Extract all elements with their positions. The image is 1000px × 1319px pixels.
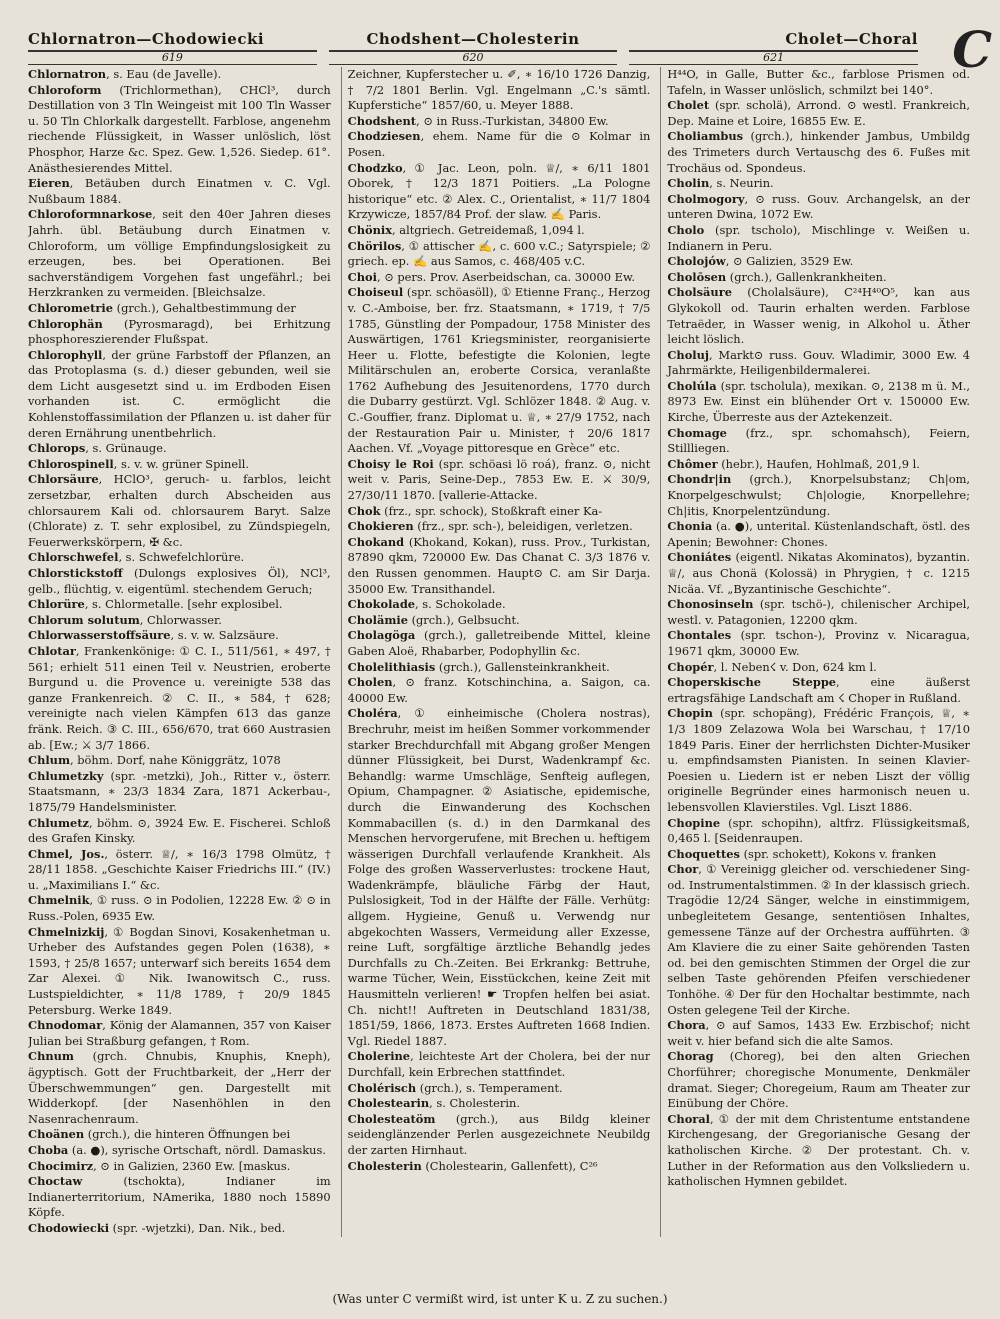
dictionary-entry [28, 893, 331, 924]
dictionary-entry [28, 207, 331, 301]
dictionary-entry [28, 566, 331, 597]
entry-headword: Chloroformnarkose [28, 207, 153, 222]
entry-text: (spr. tschon-), Provinz v. Nicaragua, 19671 qkm, 30000 Ew. [667, 628, 971, 658]
columns [28, 67, 970, 1237]
entry-text: (grch.), Gehaltbestimmung der [113, 300, 296, 315]
dictionary-entry [28, 1049, 331, 1127]
entry-text: (grch.), Gelbsucht. [407, 612, 520, 627]
entry-text: , s. Cholesterin. [429, 1096, 520, 1111]
entry-text: , ① einheimische (Cholera nostras), Brechruhr, meist im heißen Sommer vorkommender starker Brechdurchfall mit Abgang großer Mengen dünner Flüssigkeit, bei Durst, Wadenkrampf &c. Behandlg: warme Umschläge, Senfteig auflegen, Opium, Champagner. ② Asiatische, epidemische, durch die Einwanderung des Kochschen Kommabacillen (s. d.) in den Darmkanal des Menschen hervorgerufene, mit Brechen u. heftigem wässerigen Durchfall verlaufende Krankheit. Als Folge des großen Wasserverlustes: trockene Haut, Wadenkrämpfe, bläuliche Färbg der Haut, Pulslosigkeit, Tod in der Hälfte der Fälle. Verhütg: allgem. Hygieine, Genuß u. Verwendg nur abgekochten Wassers, Vermeidung aller Exzesse, reine Luft, sorgfältige ärztliche Behandlg jedes Durchfalls zu Ch.-Zeiten. Bei Erkrankg: Bettruhe, warme Tücher, Wein, Eisstückchen, keine Zeit mit Hausmitteln verlieren! ☛ Tropfen helfen bei asiat. Ch. nicht!! Auftreten in Deutschland 1831/38, 1851/59, 1866, 1873. Erstes Auftreten 1668 Indien. Vgl. Riedel 1887. [347, 706, 651, 1048]
page-number-right: 621 [629, 50, 918, 65]
entry-text: , ① der mit dem Christentume entstandene Kirchengesang, der Gregorianische Gesang der katholischen Kirche. ② Der protestant. Ch. v. Luther in der Reformation aus den Volksliedern u. katholischen Hymnen gebildet. [667, 1111, 971, 1189]
entry-text: , l. Neben☇ v. Don, 624 km l. [713, 659, 877, 674]
entry-headword: Chondr|in [667, 472, 732, 487]
page-number-left: 619 [28, 50, 317, 65]
dictionary-entry [348, 129, 651, 160]
entry-text: , s. v. w. grüner Spinell. [113, 456, 249, 471]
dictionary-entry [667, 660, 970, 676]
dictionary-entry [28, 1174, 331, 1221]
entry-headword: Chor [667, 862, 699, 877]
entry-text: , s. Eau (de Javelle). [106, 67, 222, 81]
entry-headword: Chlumetzky [28, 768, 104, 783]
dictionary-entry [28, 176, 331, 207]
entry-headword: Chopin [667, 706, 713, 721]
dictionary-entry [667, 270, 970, 286]
entry-headword: Cholmogory [667, 191, 745, 206]
entry-text: (hebr.), Haufen, Hohlmaß, 201,9 l. [717, 456, 920, 471]
dictionary-entry [348, 161, 651, 223]
dictionary-entry [28, 597, 331, 613]
dictionary-entry [667, 847, 970, 863]
entry-headword: Cholo [667, 222, 705, 237]
running-headers [28, 30, 970, 48]
dictionary-entry [28, 925, 331, 1019]
entry-text: , böhm. Dorf, nahe Königgrätz, 1078 [70, 753, 281, 768]
header-middle: Chodshent—Cholesterin [366, 30, 580, 48]
entry-text: (spr. -wjetzki), Dan. Nik., bed. [109, 1220, 286, 1235]
dictionary-entry [667, 176, 970, 192]
entry-text: , s. Chlormetalle. [sehr explosibel. [84, 597, 283, 612]
dictionary-entry [28, 317, 331, 348]
dictionary-entry [348, 706, 651, 1049]
entry-text: , Chlorwasser. [139, 612, 222, 627]
dictionary-entry [667, 67, 970, 98]
entry-text: (grch.), s. Temperament. [416, 1080, 563, 1095]
entry-text: , ehem. Name für die ⊙ Kolmar in Posen. [347, 129, 651, 159]
dictionary-entry [667, 457, 970, 473]
entry-headword: Choniátes [667, 550, 732, 565]
entry-text: (Trichlormethan), CHCl³, durch Destillation von 3 Tln Weingeist mit 100 Tln Wasser u. 50 Tln Chlorkalk dargestellt. Farblose, angenehm riechende Flüssigkeit, in Wasser unlöslich, löst Phosphor, Harze &c. Spez. Gew. 1,526. Siedep. 61°. Anästhesierendes Mittel. [28, 82, 331, 175]
entry-text: , leichteste Art der Cholera, bei der nur Durchfall, kein Erbrechen stattfindet. [347, 1049, 651, 1079]
dictionary-entry [28, 753, 331, 769]
header-right: Cholet—Choral [785, 30, 919, 48]
entry-text: (spr. tscholo), Mischlinge v. Weißen u. Indianern in Peru. [667, 222, 971, 253]
dictionary-entry [28, 67, 331, 83]
dictionary-entry [667, 706, 970, 815]
entry-text: , s. Grünauge. [85, 441, 167, 456]
entry-text: (frz., spr. schomahsch), Feiern, Stillliegen. [667, 425, 971, 456]
entry-headword: Chodziesen [347, 129, 421, 144]
entry-headword: Chopine [667, 815, 721, 830]
entry-headword: Chlorschwefel [28, 550, 119, 565]
dictionary-entry [28, 457, 331, 473]
entry-headword: Choluj [667, 347, 710, 362]
entry-text: (grch.), galletreibende Mittel, kleine Gaben Aloë, Rhabarber, Podophyllin &c. [347, 628, 651, 658]
dictionary-entry [348, 1096, 651, 1112]
entry-headword: Choisy le Roi [347, 456, 434, 471]
entry-text: (Dulongs explosives Öl), NCl³, gelb., flüchtig, v. eigentüml. stechendem Geruch; [28, 566, 331, 596]
entry-text: (spr. schöasöll), ① Etienne Franç., Herzog v. C.-Amboise, ber. frz. Staatsmann, ∗ 1719, † 7/5 1785, Günstling der Pompadour, 1758 Minister des Auswärtigen, 1761 Kriegsminister, reorganisierte Heer u. Flotte, befestigte die Kolonien, legte Militärschulen an, eroberte Corsica, veranlaßte 1762 Aufhebung des Jesuitenordens, 1770 durch die Dubarry gestürzt. Vgl. Schlözer 1848. ② Aug. v. C.-Gouffier, franz. Diplomat u. ♕, ∗ 27/9 1752, nach der Restauration Pair u. Minister, † 20/6 1817 Aachen. Vf. „Voyage pittoresque en Grèce“ etc. [347, 285, 651, 456]
entry-headword: Chnum [28, 1049, 74, 1064]
entry-text: (frz., spr. sch-), beleidigen, verletzen. [413, 519, 633, 534]
dictionary-entry [348, 1049, 651, 1080]
entry-text: (tschokta), Indianer im Indianerterritorium, NAmerika, 1880 noch 15890 Köpfe. [28, 1174, 331, 1220]
entry-text: , seit den 40er Jahren dieses Jahrh. übl. Betäubung durch Einatmen v. Chloroform, um völlige Empfindungslosigkeit zu erzeugen, bes. bei Operationen. Bei sachverständigem Vorgehen fast ungefährl.; bei Herzkranken zu vermeiden. [Bleichsalze. [28, 207, 331, 300]
entry-headword: Chlorops [28, 441, 86, 456]
entry-headword: Cholérisch [347, 1080, 417, 1095]
column-right [660, 67, 970, 1237]
entry-headword: Chmelnik [28, 893, 90, 908]
entry-headword: Chönix [347, 222, 393, 237]
entry-text: , ① russ. ⊙ in Podolien, 12228 Ew. ② ⊙ in Russ.-Polen, 6935 Ew. [28, 893, 331, 924]
entry-headword: Choliambus [667, 129, 744, 144]
entry-headword: Chomage [667, 425, 727, 440]
entry-headword: Cholojów [667, 254, 726, 269]
entry-text: , Markt⊙ russ. Gouv. Wladimir, 3000 Ew. 4 Jahrmärkte, Heiligenbildermalerei. [667, 347, 971, 378]
entry-headword: Chlumetz [28, 815, 89, 830]
entry-headword: Chmel, Jos. [28, 846, 105, 861]
entry-headword: Chlum [28, 753, 71, 768]
dictionary-entry [28, 1018, 331, 1049]
entry-headword: Cholerine [347, 1049, 411, 1064]
thumb-index-letter: C [952, 20, 992, 79]
entry-headword: Chodowiecki [28, 1220, 110, 1235]
entry-headword: Chocimirz [28, 1158, 94, 1173]
dictionary-entry [667, 597, 970, 628]
dictionary-entry [667, 550, 970, 597]
dictionary-entry [28, 816, 331, 847]
entry-headword: Chorag [667, 1049, 714, 1064]
entry-text: (spr. schokett), Kokons v. franken [739, 846, 937, 861]
entry-headword: Cholesteatöm [347, 1111, 436, 1126]
dictionary-entry [667, 628, 970, 659]
entry-headword: Eieren [28, 176, 70, 191]
entry-headword: Cholin [667, 176, 710, 191]
entry-headword: Cholōsen [667, 269, 727, 284]
entry-text: , ① Bogdan Sinovi, Kosakenhetman u. Urheber des Aufstandes gegen Polen (1638), ∗ 1593, † 25/8 1657; unterwarf sich bereits 1654 dem Zar Alexei. ① Nik. Iwanowitsch C., russ. Lustspieldichter, ∗ 11/8 1789, † 20/9 1845 Petersburg. Werke 1849. [28, 924, 331, 1017]
entry-text: (eigentl. Nikatas Akominatos), byzantin. ♕/, aus Chonä (Kolossä) in Phrygien, † c. 1215 Nicäa. Vf. „Byzantinische Geschichte“. [667, 550, 971, 596]
entry-text: , ⊙ franz. Kotschinchina, a. Saigon, ca. 40000 Ew. [347, 675, 651, 705]
dictionary-entry [348, 597, 651, 613]
dictionary-entry [348, 239, 651, 270]
entry-headword: Cholsäure [667, 285, 732, 300]
dictionary-entry [28, 847, 331, 894]
dictionary-entry [667, 285, 970, 347]
dictionary-entry [348, 1159, 651, 1175]
dictionary-entry [667, 816, 970, 847]
entry-text: (grch.), die hinteren Öffnungen bei [84, 1127, 291, 1142]
entry-headword: Cholelithiasis [347, 659, 436, 674]
entry-headword: Chômer [667, 456, 718, 471]
dictionary-entry [28, 301, 331, 317]
entry-text: (Pyrosmaragd), bei Erhitzung phosphoreszierender Flußspat. [28, 316, 331, 347]
dictionary-entry [348, 114, 651, 130]
entry-text: , ⊙ russ. Gouv. Archangelsk, an der unteren Dwina, 1072 Ew. [667, 191, 971, 222]
dictionary-entry [667, 1049, 970, 1111]
entry-headword: Choral [667, 1111, 710, 1126]
entry-text: (grch.), Gallensteinkrankheit. [435, 659, 610, 674]
dictionary-entry [348, 1112, 651, 1159]
dictionary-entry [348, 67, 651, 114]
entry-headword: Cholesterin [347, 1158, 422, 1173]
dictionary-entry [28, 83, 331, 177]
entry-text: (grch.), Gallenkrankheiten. [726, 269, 887, 284]
entry-headword: Chörilos [347, 238, 402, 253]
dictionary-entry [348, 675, 651, 706]
entry-text: (a. ●), unterital. Küstenlandschaft, östl. des Apenin; Bewohner: Chones. [667, 519, 971, 549]
entry-text: (grch.), Knorpelsubstanz; Ch|om, Knorpelgeschwulst; Ch|ologie, Knorpellehre; Ch|itis, Knorpelentzündung. [667, 472, 971, 518]
entry-headword: Cholämie [347, 612, 408, 627]
entry-headword: Chlornatron [28, 67, 107, 81]
entry-text: , s. Schwefelchlorüre. [118, 550, 245, 565]
entry-headword: Cholen [347, 675, 393, 690]
entry-headword: Chlorophän [28, 316, 103, 331]
dictionary-entry [667, 519, 970, 550]
entry-text: (spr. schopihn), altfrz. Flüssigkeitsmaß, 0,465 l. [Seidenraupen. [667, 815, 971, 846]
entry-text: (spr. schopäng), Frédéric François, ♕, ∗ 1/3 1809 Zelazowa Wola bei Warschau, † 17/10 1849 Paris. Einer der herrlichsten Dichter-Musiker u. empfindsamsten Pianisten. In seinen Klavier-Poesien u. Liedern ist er neben Liszt der völlig originelle Begründer eines harmonisch neuen u. lebensvollen Klavierstiles. Vgl. Liszt 1886. [667, 706, 971, 814]
entry-text: , ① attischer ✍, c. 600 v.C.; Satyrspiele; ② griech. ep. ✍ aus Samos, c. 468/405 v.C. [347, 238, 651, 269]
entry-text: , Frankenkönige: ① C. I., 511/561, ∗ 497, † 561; erhielt 511 einen Teil v. Neustrien, eroberte Burgund u. die Provence u. vereinigte 538 das ganze Frankenreich. ② C. II., ∗ 584, † 628; vereinigte nach vielen Kämpfen 613 das ganze fränk. Reich. ③ C. III., 656/670, trat 660 Austrasien ab. [Ew.; ⚔ 3/7 1866. [28, 643, 331, 752]
dictionary-entry [28, 628, 331, 644]
entry-text: , Betäuben durch Einatmen v. C. Vgl. Nußbaum 1884. [28, 176, 331, 206]
header-left: Chlornatron—Chodowiecki [28, 30, 265, 48]
entry-text: (grch.), hinkender Jambus, Umbildg des Trimeters durch Vertauschg des 6. Fußes mit Trochäus od. Spondeus. [667, 129, 971, 175]
entry-text: , böhm. ⊙, 3924 Ew. E. Fischerei. Schloß des Grafen Kinsky. [28, 815, 331, 846]
entry-headword: Chlotar [28, 643, 76, 658]
entry-text: (grch. Chnubis, Knuphis, Kneph), ägyptisch. Gott der Fruchtbarkeit, der „Herr der Überschwemmungen“ gen. Dargestellt mit Widderkopf. [der Nasenhöhlen in den Nasenrachenraum. [28, 1049, 331, 1126]
entry-text: (grch.), aus Bildg kleiner seidenglänzender Perlen ausgezeichnete Neubildg der zarten Hirnhaut. [347, 1111, 651, 1157]
entry-headword: Choctaw [28, 1174, 83, 1189]
entry-headword: Chlorwasserstoffsäure [28, 628, 171, 643]
entry-headword: Chontales [667, 628, 732, 643]
entry-headword: Chodzko [347, 160, 403, 175]
dictionary-entry [28, 472, 331, 550]
entry-text: (spr. -metzki), Joh., Ritter v., österr. Staatsmann, ∗ 23/3 1834 Zara, 1871 Ackerbau-, 1875/79 Handelsminister. [28, 768, 331, 814]
dictionary-entry [348, 519, 651, 535]
entry-text: (Choreg), bei den alten Griechen Chorführer; choregische Monumente, Denkmäler dramat. Sieger; Choregeium, Raum am Theater zur Einübung der Chöre. [667, 1049, 971, 1111]
page-number-bar [28, 50, 970, 65]
entry-text: , altgriech. Getreidemaß, 1,094 l. [392, 222, 585, 237]
entry-text: , König der Alamannen, 357 von Kaiser Julian bei Straßburg gefangen, † Rom. [28, 1018, 331, 1048]
footer-note: (Was unter C vermißt wird, ist unter K u. Z zu suchen.) [332, 1292, 668, 1306]
entry-text: , ⊙ Galizien, 3529 Ew. [725, 254, 854, 269]
entry-headword: Cholestearin [347, 1096, 430, 1111]
dictionary-entry [348, 535, 651, 597]
dictionary-entry [667, 223, 970, 254]
entry-text: H⁴⁴O, in Galle, Butter &c., farblose Prismen od. Tafeln, in Wasser unlöslich, schmilzt bei 140°. [667, 67, 971, 97]
entry-headword: Choperskische Steppe [667, 675, 837, 690]
dictionary-entry [28, 1127, 331, 1143]
dictionary-entry [667, 254, 970, 270]
entry-text: (frz., spr. schock), Stoßkraft einer Ka- [380, 503, 603, 518]
dictionary-entry [28, 348, 331, 442]
dictionary-entry [348, 285, 651, 457]
entry-headword: Choi [347, 269, 377, 284]
dictionary-entry [667, 379, 970, 426]
dictionary-entry [348, 660, 651, 676]
entry-headword: Chlorometrie [28, 300, 114, 315]
dictionary-entry [667, 426, 970, 457]
dictionary-entry [28, 644, 331, 753]
entry-headword: Chokolade [347, 597, 416, 612]
entry-text: , österr. ♕/, ∗ 16/3 1798 Olmütz, † 28/11 1858. „Geschichte Kaiser Friedrichs III.“ (IV.) u. „Maximilians I.“ &c. [28, 846, 331, 892]
entry-headword: Cholagöga [347, 628, 416, 643]
column-middle [341, 67, 651, 1237]
dictionary-entry [667, 129, 970, 176]
dictionary-entry [28, 550, 331, 566]
dictionary-entry [28, 441, 331, 457]
dictionary-entry [28, 1143, 331, 1159]
entry-headword: Chonia [667, 519, 713, 534]
entry-text: (Khokand, Kokan), russ. Prov., Turkistan, 87890 qkm, 720000 Ew. Das Chanat C. 3/3 1876 v. den Russen genommen. Haupt⊙ C. am Sir Darja. 35000 Ew. Transithandel. [347, 534, 651, 596]
entry-text: (Cholalsäure), C²⁴H⁴⁰O⁵, kan aus Glykokoll od. Taurin erhalten werden. Farblose Tetraëder, in Wasser wenig, in Alkohol u. Äther leicht löslich. [667, 285, 971, 347]
dictionary-entry [667, 862, 970, 1018]
entry-text: , s. Neurin. [709, 176, 774, 191]
entry-headword: Chodshent [347, 113, 417, 128]
dictionary-entry [348, 504, 651, 520]
entry-text: , ⊙ in Russ.-Turkistan, 34800 Ew. [416, 113, 609, 128]
entry-headword: Chopér [667, 659, 714, 674]
entry-text: , eine äußerst ertragsfähige Landschaft am ☇ Choper in Rußland. [667, 675, 971, 705]
dictionary-entry [667, 472, 970, 519]
dictionary-entry [348, 457, 651, 504]
dictionary-entry [348, 1081, 651, 1097]
dictionary-entry [28, 769, 331, 816]
dictionary-entry [348, 613, 651, 629]
entry-headword: Chlorstickstoff [28, 566, 123, 580]
dictionary-entry [348, 628, 651, 659]
entry-headword: Cholúla [667, 378, 717, 393]
entry-headword: Chonosinseln [667, 597, 754, 612]
entry-text: , ⊙ pers. Prov. Aserbeidschan, ca. 30000 Ew. [376, 269, 635, 284]
dictionary-entry [667, 1018, 970, 1049]
entry-text: , ⊙ in Galizien, 2360 Ew. [maskus. [93, 1158, 291, 1173]
page-number-middle: 620 [329, 50, 618, 65]
entry-text: , HClO³, geruch- u. farblos, leicht zersetzbar, erhalten durch Abscheiden aus chlorsaurem Kali od. chlorsaurem Baryt. Salze (Chlorate) z. T. sehr explosibel, zu Zündspiegeln, Feuerwerkskörpern, ✠ &c. [28, 472, 331, 549]
entry-text: Zeichner, Kupferstecher u. ✐, ∗ 16/10 1726 Danzig, † 7/2 1801 Berlin. Vgl. Engelmann „C.'s sämtl. Kupferstiche“ 1857/60, u. Meyer 1888. [347, 67, 651, 113]
entry-text: , der grüne Farbstoff der Pflanzen, an das Protoplasma (s. d.) dieser gebunden, weil sie dem Licht ausgesetzt sind u. im Erdboden Eisen vorhanden ist. C. ermöglicht die Kohlenstoffassimilation der Pflanzen u. ist daher für deren Ernährung unentbehrlich. [28, 347, 331, 440]
dictionary-entry [28, 613, 331, 629]
entry-text: (a. ●), syrische Ortschaft, nördl. Damaskus. [68, 1142, 326, 1157]
entry-text: , s. v. w. Salzsäure. [170, 628, 279, 643]
entry-text: (spr. scholä), Arrond. ⊙ westl. Frankreich, Dep. Maine et Loire, 16855 Ew. E. [667, 98, 971, 128]
dictionary-entry [348, 223, 651, 239]
entry-headword: Chlorsäure [28, 472, 99, 487]
entry-headword: Choba [28, 1142, 69, 1157]
entry-headword: Chokand [347, 534, 405, 549]
entry-headword: Choiseul [347, 285, 404, 300]
dictionary-entry [667, 98, 970, 129]
column-left [28, 67, 331, 1237]
entry-text: , s. Schokolade. [415, 597, 506, 612]
entry-text: , ① Jac. Leon, poln. ♕/, ∗ 6/11 1801 Oborek, † 12/3 1871 Poitiers. „La Pologne historique“ etc. ② Alex. C., Orientalist, ∗ 11/7 1804 Krzywicze, 1857/84 Prof. der slaw. ✍ Paris. [347, 160, 651, 222]
dictionary-entry [667, 675, 970, 706]
dictionary-entry [28, 1159, 331, 1175]
entry-text: (Cholestearin, Gallenfett), C²⁶ [421, 1158, 598, 1173]
entry-headword: Chok [347, 503, 381, 518]
entry-headword: Chlorophyll [28, 347, 103, 362]
entry-text: , ① Vereinigg gleicher od. verschiedener Sing- od. Instrumentalstimmen. ② In der klassisch griech. Tragödie 12/24 Sänger, welche in einstimmigem, unbegleitetem Gesange, sententiösen Inhaltes, gemessene Tänze auf der Orchestra aufführten. ③ Am Klaviere die zu einer Saite gehörenden Tasten od. bei den gemischten Stimmen der Orgel die zur selben Taste gehörenden Pfeifen verschiedener Tonhöhe. ④ Der für den Hochaltar bestimmte, nach Osten gelegene Teil der Kirche. [667, 862, 971, 1017]
entry-headword: Chokieren [347, 519, 414, 534]
dictionary-entry [667, 1112, 970, 1190]
entry-headword: Chora [667, 1018, 706, 1033]
entry-headword: Chmelnizkij [28, 924, 105, 939]
entry-headword: Choléra [347, 706, 398, 721]
entry-headword: Chlorospinell [28, 456, 114, 471]
entry-text: (spr. tschö-), chilenischer Archipel, westl. v. Patagonien, 12200 qkm. [667, 597, 971, 627]
entry-headword: Cholet [667, 98, 710, 113]
entry-text: (spr. tscholula), mexikan. ⊙, 2138 m ü. M., 8973 Ew. Einst ein blühender Ort v. 150000 Ew. Kirche, Überreste aus der Aztekenzeit. [667, 378, 971, 425]
dictionary-entry [348, 270, 651, 286]
entry-text: (spr. schöasi lö roá), franz. ⊙, nicht weit v. Paris, Seine-Dep., 7853 Ew. E. ⚔ 30/9, 27/30/11 1870. [vallerie-Attacke. [347, 456, 651, 503]
dictionary-entry [667, 348, 970, 379]
entry-headword: Chloroform [28, 82, 102, 97]
dictionary-entry [28, 1221, 331, 1237]
entry-headword: Choquettes [667, 846, 740, 861]
entry-headword: Chnodomar [28, 1018, 103, 1033]
entry-headword: Choänen [28, 1127, 85, 1142]
entry-headword: Chlorüre [28, 597, 85, 612]
dictionary-entry [667, 192, 970, 223]
entry-headword: Chlorum solutum [28, 612, 140, 627]
entry-text: , ⊙ auf Samos, 1433 Ew. Erzbischof; nicht weit v. hier befand sich die alte Samos. [667, 1018, 971, 1048]
